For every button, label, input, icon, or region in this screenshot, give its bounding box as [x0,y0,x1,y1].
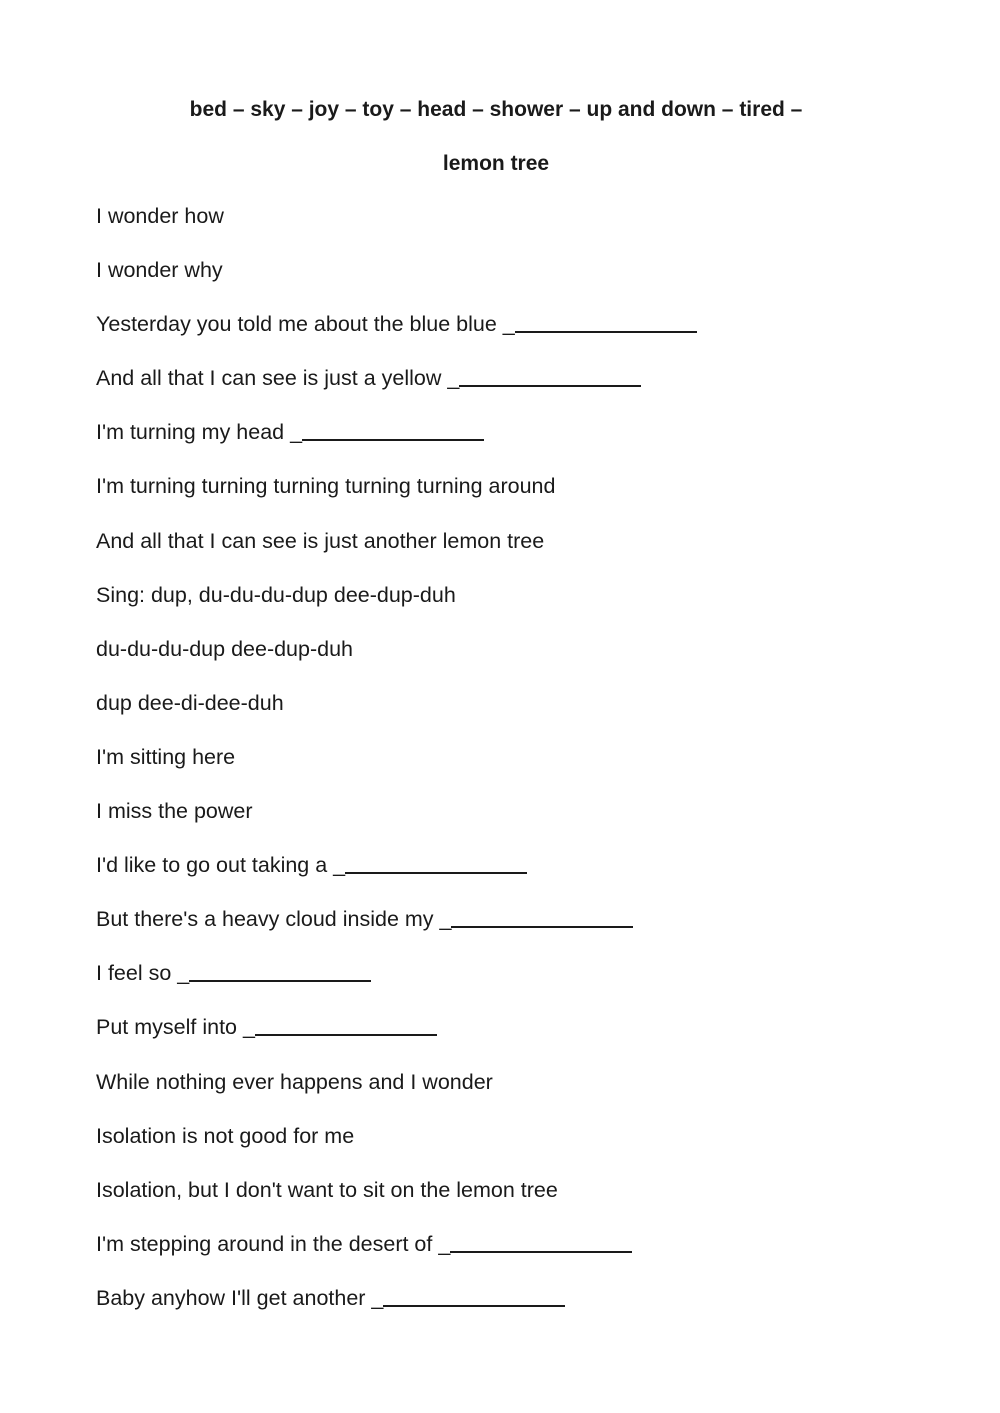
lyric-line [96,1285,956,1342]
lyric-text: While nothing ever happens and I wonder [96,1069,493,1094]
answer-blank-line [450,1250,632,1253]
lyric-text: But there's a heavy cloud inside my _ [96,907,452,932]
lyric-line [96,582,956,639]
lyric-text: du-du-du-dup dee-dup-duh [96,636,354,661]
lyric-text: dup dee-di-dee-duh [96,690,284,715]
word-bank-line-2: lemon tree [442,152,550,175]
lyric-line [96,422,956,476]
answer-blank-line [255,1033,437,1036]
lyric-line [96,855,956,909]
lyric-line [96,314,956,368]
lyric-line [96,206,956,260]
lyric-text: Isolation is not good for me [96,1123,355,1148]
answer-blank[interactable] [383,1288,565,1310]
answer-blank[interactable] [450,1234,632,1256]
lyric-text: I'd like to go out taking a _ [96,853,346,878]
lyric-text: And all that I can see is just a yellow _ [96,366,460,391]
lyric-line [96,744,956,801]
answer-blank-line [189,979,371,982]
lyric-line [96,1123,956,1180]
answer-blank[interactable] [302,422,484,444]
lyric-line [96,963,956,1017]
lyric-text: Isolation, but I don't want to sit on the lemon tree [96,1177,558,1202]
lyric-line [96,368,956,422]
lyric-text: I'm sitting here [96,744,236,769]
answer-blank[interactable] [255,1017,437,1039]
lyric-text: And all that I can see is just another lemon tree [96,528,545,553]
lyric-line [96,801,956,855]
lyric-text: I'm turning turning turning turning turning around [96,474,556,499]
lyric-text: I wonder why [96,258,223,283]
lyric-line [96,909,956,963]
lyric-text: I'm turning my head _ [96,420,303,445]
lyric-text: I'm stepping around in the desert of _ [96,1231,451,1256]
lyric-line [96,1231,956,1288]
answer-blank[interactable] [515,314,697,336]
answer-blank-line [345,871,527,874]
lyric-line [96,1017,956,1071]
lyric-text: Yesterday you told me about the blue blue _ [96,312,515,337]
answer-blank[interactable] [459,368,641,390]
answer-blank-line [383,1304,565,1307]
lyric-text: Sing: dup, du-du-du-dup dee-dup-duh [96,582,456,607]
lyric-text: I feel so _ [96,961,190,986]
lyric-text: Put myself into _ [96,1015,255,1040]
answer-blank[interactable] [345,855,527,877]
lyric-text: I miss the power [96,799,253,824]
lyric-text: Baby anyhow I'll get another _ [96,1285,384,1310]
answer-blank-line [451,925,633,928]
lyrics-list [96,206,956,1342]
lyric-text: I wonder how [96,204,224,228]
answer-blank[interactable] [451,909,633,931]
answer-blank[interactable] [189,963,371,985]
lyric-line [96,528,956,585]
lyric-line [96,1177,956,1234]
lyric-line [96,260,956,314]
answer-blank-line [302,438,484,441]
word-bank-line-1: bed – sky – joy – toy – head – shower – up and down – tired – [189,98,803,121]
lyric-line [96,690,956,747]
answer-blank-line [515,330,697,333]
lyric-line [96,1069,956,1126]
lyric-line [96,636,956,693]
lyric-line [96,476,956,530]
answer-blank-line [459,384,641,387]
